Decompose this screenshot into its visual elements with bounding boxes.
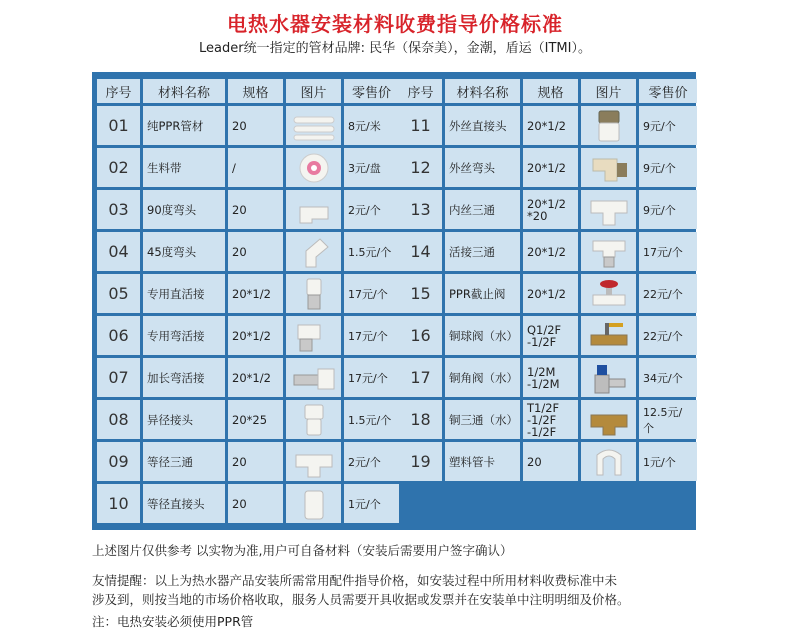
table-row — [399, 232, 697, 271]
item-number: 05 — [97, 274, 140, 313]
table-header-row — [97, 79, 399, 103]
header-no: 序号 — [97, 79, 140, 103]
item-number: 02 — [97, 148, 140, 187]
long-elbow-union-icon — [292, 361, 336, 395]
reducer-icon — [292, 403, 336, 437]
table-row — [97, 274, 399, 313]
item-spec: 20*1/2 — [228, 274, 283, 313]
retail-price: 2元/个 — [344, 190, 399, 229]
item-spec: 20*1/2 — [228, 358, 283, 397]
material-name: 专用直活接 — [143, 274, 225, 313]
item-number: 07 — [97, 358, 140, 397]
item-spec: / — [228, 148, 283, 187]
ball-valve-icon — [587, 319, 631, 353]
item-number: 08 — [97, 400, 140, 439]
table-row — [399, 400, 697, 439]
item-image — [581, 274, 636, 313]
item-spec: 20 — [228, 190, 283, 229]
item-image — [581, 358, 636, 397]
header-price: 零售价 — [344, 79, 399, 103]
item-spec: 20*1/2 — [523, 274, 578, 313]
table-row — [97, 190, 399, 229]
item-number: 11 — [399, 106, 442, 145]
page-title: 电热水器安装材料收费指导价格标准 — [227, 12, 563, 36]
union-tee-icon — [587, 235, 631, 269]
material-name: 活接三通 — [445, 232, 520, 271]
retail-price: 34元/个 — [639, 358, 697, 397]
item-spec: 20*1/2 *20 — [523, 190, 578, 229]
header-name: 材料名称 — [143, 79, 225, 103]
item-spec: 1/2M -1/2M — [523, 358, 578, 397]
retail-price: 1元/个 — [344, 484, 399, 523]
material-name: 铜角阀（水） — [445, 358, 520, 397]
table-row — [97, 484, 399, 523]
item-spec: 20*1/2 — [228, 316, 283, 355]
elbow-90-icon — [292, 193, 336, 227]
item-number: 16 — [399, 316, 442, 355]
header-image: 图片 — [581, 79, 636, 103]
straight-union-icon — [292, 277, 336, 311]
female-tee-icon — [587, 193, 631, 227]
equal-tee-icon — [292, 445, 336, 479]
material-name: 90度弯头 — [143, 190, 225, 229]
item-image — [286, 442, 341, 481]
item-number: 10 — [97, 484, 140, 523]
item-image — [286, 484, 341, 523]
retail-price: 3元/盘 — [344, 148, 399, 187]
item-image — [286, 316, 341, 355]
retail-price: 17元/个 — [344, 358, 399, 397]
retail-price: 2元/个 — [344, 442, 399, 481]
material-name: 异径接头 — [143, 400, 225, 439]
item-number: 04 — [97, 232, 140, 271]
item-spec: 20*1/2 — [523, 232, 578, 271]
material-name: 等径直接头 — [143, 484, 225, 523]
item-image — [581, 442, 636, 481]
item-spec: Q1/2F -1/2F — [523, 316, 578, 355]
material-name: PPR截止阀 — [445, 274, 520, 313]
header-image: 图片 — [286, 79, 341, 103]
header-no: 序号 — [399, 79, 442, 103]
reminder-line: 友情提醒：以上为热水器产品安装所需常用配件指导价格，如安装过程中所用材料收费标准中未 — [92, 573, 618, 588]
item-spec: 20*1/2 — [523, 106, 578, 145]
item-image — [581, 190, 636, 229]
item-image — [581, 232, 636, 271]
item-image — [581, 400, 636, 439]
item-image — [581, 148, 636, 187]
header-name: 材料名称 — [445, 79, 520, 103]
retail-price: 1.5元/个 — [344, 232, 399, 271]
material-name: 纯PPR管材 — [143, 106, 225, 145]
table-row — [97, 316, 399, 355]
stop-valve-icon — [587, 277, 631, 311]
reminder-line: 涉及到，则按当地的市场价格收取，服务人员需要开具收据或发票并在安装单中注明明细及价格。 — [92, 592, 630, 607]
item-image — [286, 274, 341, 313]
item-number: 09 — [97, 442, 140, 481]
table-row — [399, 358, 697, 397]
table-row — [97, 400, 399, 439]
material-name: 铜球阀（水） — [445, 316, 520, 355]
material-name: 内丝三通 — [445, 190, 520, 229]
table-row — [399, 148, 697, 187]
material-name: 外丝直接头 — [445, 106, 520, 145]
elbow-45-icon — [292, 235, 336, 269]
reminder-note — [92, 571, 712, 609]
item-number: 12 — [399, 148, 442, 187]
material-name: 塑料管卡 — [445, 442, 520, 481]
table-row — [97, 106, 399, 145]
retail-price: 17元/个 — [639, 232, 697, 271]
ptfe-tape-icon — [292, 151, 336, 185]
item-spec: 20*25 — [228, 400, 283, 439]
item-image — [581, 316, 636, 355]
retail-price: 1.5元/个 — [344, 400, 399, 439]
retail-price: 8元/米 — [344, 106, 399, 145]
item-image — [286, 190, 341, 229]
retail-price: 17元/个 — [344, 316, 399, 355]
straight-coupling-icon — [292, 487, 336, 521]
item-spec: 20 — [228, 484, 283, 523]
retail-price: 1元/个 — [639, 442, 697, 481]
ppr-pipe-icon — [292, 109, 336, 143]
male-elbow-icon — [587, 151, 631, 185]
retail-price: 22元/个 — [639, 274, 697, 313]
elbow-union-icon — [292, 319, 336, 353]
material-name: 加长弯活接 — [143, 358, 225, 397]
table-row — [97, 358, 399, 397]
table-row — [97, 148, 399, 187]
header-price: 零售价 — [639, 79, 697, 103]
retail-price: 17元/个 — [344, 274, 399, 313]
table-row — [97, 442, 399, 481]
item-number: 18 — [399, 400, 442, 439]
price-table-left — [94, 76, 402, 526]
item-number: 13 — [399, 190, 442, 229]
item-spec: 20 — [228, 232, 283, 271]
item-number: 17 — [399, 358, 442, 397]
item-image — [286, 400, 341, 439]
material-name: 外丝弯头 — [445, 148, 520, 187]
retail-price: 22元/个 — [639, 316, 697, 355]
table-row — [399, 274, 697, 313]
brass-tee-icon — [587, 403, 631, 437]
pipe-clip-icon — [587, 445, 631, 479]
table-header-row — [399, 79, 697, 103]
retail-price: 9元/个 — [639, 190, 697, 229]
male-straight-icon — [587, 109, 631, 143]
material-name: 45度弯头 — [143, 232, 225, 271]
material-name: 铜三通（水） — [445, 400, 520, 439]
angle-valve-icon — [587, 361, 631, 395]
item-spec: 20 — [523, 442, 578, 481]
item-spec: T1/2F -1/2F -1/2F — [523, 400, 578, 439]
table-row — [399, 442, 697, 481]
header-spec: 规格 — [228, 79, 283, 103]
item-number: 19 — [399, 442, 442, 481]
item-number: 06 — [97, 316, 140, 355]
retail-price: 9元/个 — [639, 148, 697, 187]
header-spec: 规格 — [523, 79, 578, 103]
item-number: 15 — [399, 274, 442, 313]
item-image — [286, 148, 341, 187]
material-name: 生料带 — [143, 148, 225, 187]
retail-price: 12.5元/个 — [639, 400, 697, 439]
item-spec: 20*1/2 — [523, 148, 578, 187]
item-image — [286, 106, 341, 145]
item-number: 01 — [97, 106, 140, 145]
table-row — [399, 316, 697, 355]
table-row — [399, 190, 697, 229]
disclaimer-note: 上述图片仅供参考 以实物为准,用户可自备材料（安装后需要用户签字确认） — [92, 543, 513, 558]
item-image — [286, 232, 341, 271]
retail-price: 9元/个 — [639, 106, 697, 145]
item-image — [581, 106, 636, 145]
material-name: 专用弯活接 — [143, 316, 225, 355]
item-spec: 20 — [228, 106, 283, 145]
material-name: 等径三通 — [143, 442, 225, 481]
footnote: 注：电热安装必须使用PPR管 — [92, 614, 254, 629]
price-table-right — [396, 76, 700, 484]
item-number: 14 — [399, 232, 442, 271]
brand-subtitle: Leader统一指定的管材品牌: 民华（保奈美），金潮，盾运（ITMI）。 — [199, 41, 591, 56]
table-row — [97, 232, 399, 271]
item-number: 03 — [97, 190, 140, 229]
table-row — [399, 106, 697, 145]
item-image — [286, 358, 341, 397]
item-spec: 20 — [228, 442, 283, 481]
